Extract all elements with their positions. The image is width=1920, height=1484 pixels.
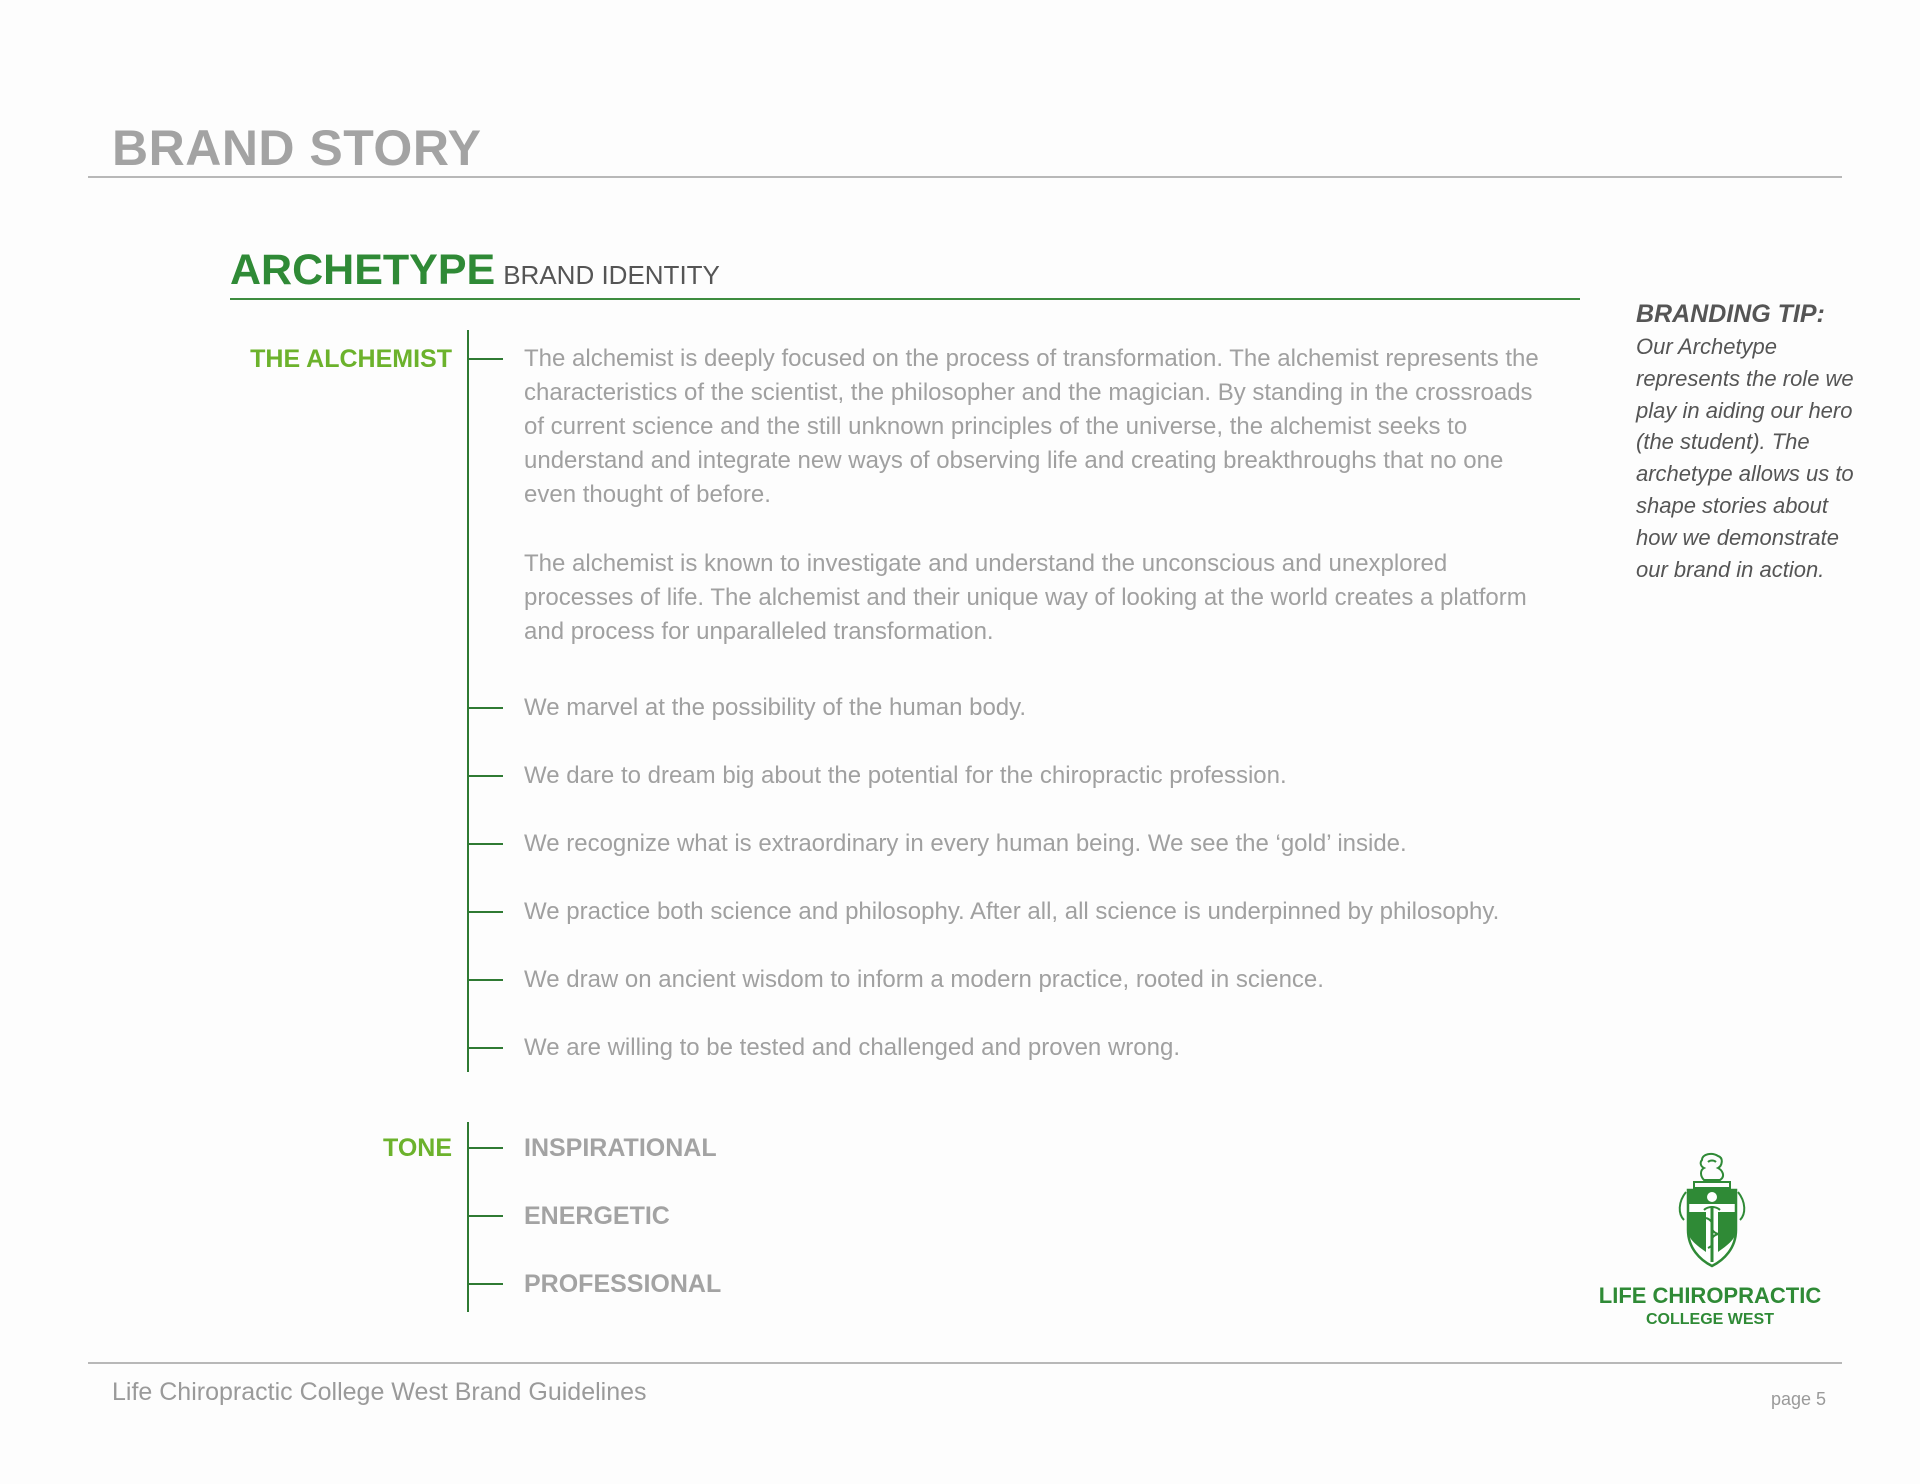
college-crest-logo	[1672, 1152, 1752, 1281]
archetype-timeline	[467, 330, 469, 1072]
logo-subtitle: COLLEGE WEST	[1646, 1311, 1774, 1328]
timeline-tick	[469, 1283, 503, 1285]
timeline-tick	[469, 1047, 503, 1049]
tone-item: INSPIRATIONAL	[524, 1134, 717, 1162]
tone-label: TONE	[383, 1134, 452, 1162]
timeline-tick	[469, 707, 503, 709]
section-divider	[230, 298, 1580, 300]
section-title: ARCHETYPE	[230, 246, 496, 294]
timeline-tick	[469, 1147, 503, 1149]
header-divider	[88, 176, 1842, 178]
statement-item: We recognize what is extraordinary in every human being. We see the ‘gold’ inside.	[524, 830, 1407, 857]
logo-wordmark: LIFE CHIROPRACTIC	[1598, 1283, 1822, 1308]
tone-item: PROFESSIONAL	[524, 1270, 722, 1298]
timeline-tick	[469, 843, 503, 845]
branding-tip-body: Our Archetype represents the role we play in aiding our hero (the student). The archetype allows us to shape stories about how we demonstrate our brand in action.	[1636, 334, 1854, 582]
page-number: page 5	[1770, 1389, 1826, 1409]
branding-tip-heading: BRANDING TIP:	[1636, 300, 1825, 328]
footer-title: Life Chiropractic College West Brand Guidelines	[112, 1378, 647, 1406]
statement-item: We are willing to be tested and challenged and proven wrong.	[524, 1034, 1180, 1061]
section-subtitle: BRAND IDENTITY	[503, 260, 720, 290]
statement-item: We draw on ancient wisdom to inform a modern practice, rooted in science.	[524, 966, 1324, 993]
archetype-label: THE ALCHEMIST	[250, 345, 452, 373]
timeline-tick	[469, 358, 503, 360]
statement-item: We marvel at the possibility of the human body.	[524, 694, 1027, 721]
archetype-paragraph-1: The alchemist is deeply focused on the process of transformation. The alchemist represents the characteristics of the scientist, the philosopher and the magician. By standing in the crossroads of current science and the still unknown principles of the universe, the alchemist seeks to understand and integrate new ways of observing life and creating breakthroughs that no one even thought of before.	[524, 345, 1539, 508]
tone-item: ENERGETIC	[524, 1202, 670, 1230]
archetype-paragraph-2: The alchemist is known to investigate and understand the unconscious and unexplored processes of life. The alchemist and their unique way of looking at the world creates a platform and process for unparalleled transformation.	[524, 550, 1527, 645]
timeline-tick	[469, 1215, 503, 1217]
timeline-tick	[469, 775, 503, 777]
statement-item: We dare to dream big about the potential for the chiropractic profession.	[524, 762, 1287, 789]
crest-icon	[1672, 1152, 1752, 1276]
timeline-tick	[469, 911, 503, 913]
timeline-tick	[469, 979, 503, 981]
page-title: BRAND STORY	[112, 120, 482, 176]
footer-divider	[88, 1362, 1842, 1364]
statement-item: We practice both science and philosophy. After all, all science is underpinned by philosophy.	[524, 898, 1500, 925]
